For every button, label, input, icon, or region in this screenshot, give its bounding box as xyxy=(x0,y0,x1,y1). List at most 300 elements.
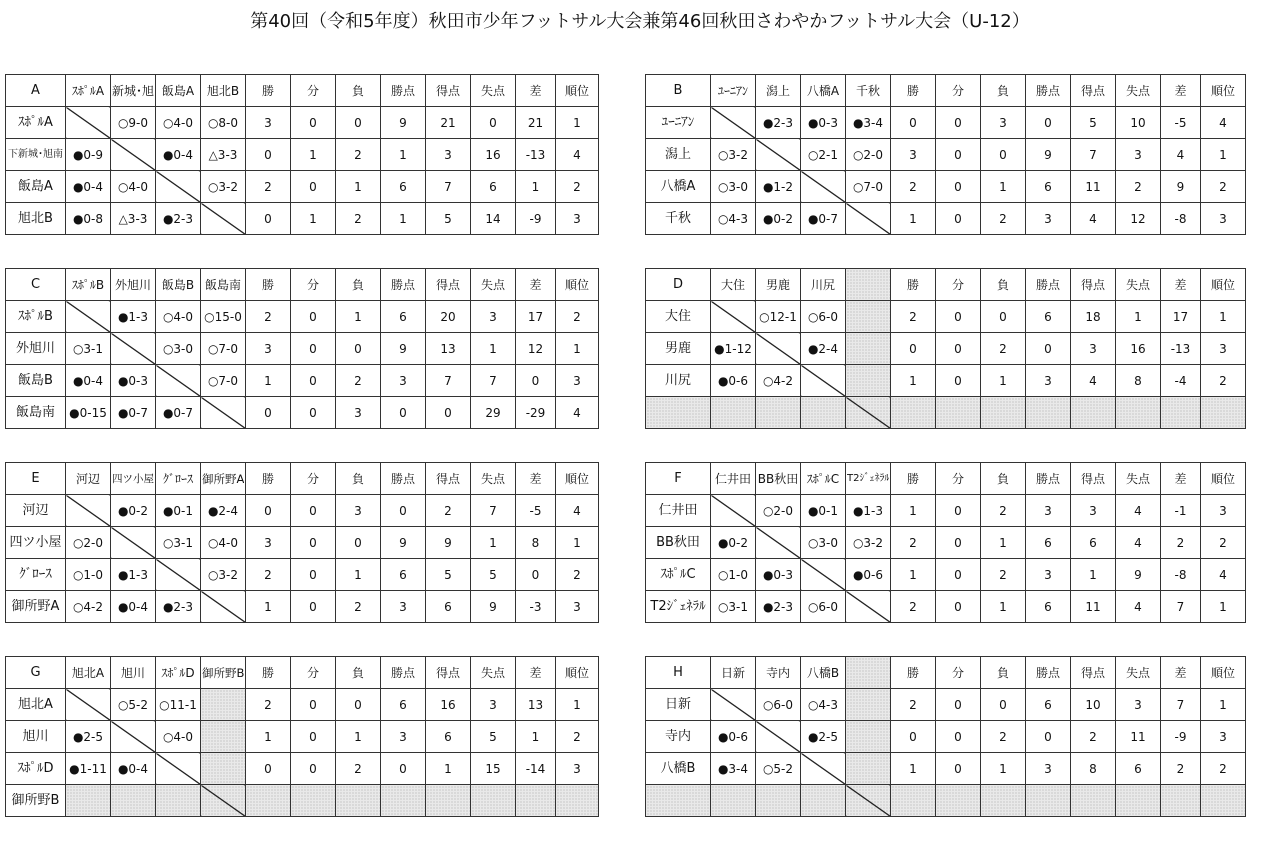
no-match-cell xyxy=(111,785,156,817)
team-row xyxy=(6,559,599,591)
stat-points-text: 6 xyxy=(1044,309,1052,324)
team-label-text: 大住 xyxy=(664,308,691,324)
no-match-cell xyxy=(846,365,891,397)
stat-header-losses xyxy=(336,657,381,689)
stat-header-points-text: 勝点 xyxy=(1035,665,1060,680)
stat-header-losses xyxy=(981,75,1026,107)
stat-goal-diff-text: 1 xyxy=(531,179,540,194)
stat-losses xyxy=(336,301,381,333)
stat-goals-against xyxy=(1116,753,1161,785)
stat-losses-text: 2 xyxy=(354,211,362,226)
stat-header-goals-against-text: 失点 xyxy=(1125,471,1150,486)
stat-goals-for xyxy=(1071,139,1116,171)
match-result xyxy=(156,527,201,559)
match-result xyxy=(801,721,846,753)
stat-header-points xyxy=(381,657,426,689)
stat-goal-diff-text: -3 xyxy=(529,599,542,614)
stat-losses xyxy=(336,171,381,203)
team-header xyxy=(711,657,756,689)
stat-points-text: 1 xyxy=(399,211,407,226)
header-row xyxy=(646,657,1246,689)
team-label-text: 旭北B xyxy=(18,210,53,226)
stat-header-wins xyxy=(891,463,936,495)
team-header-text: 飯島南 xyxy=(204,277,241,292)
team-label-text: ｽﾎﾟﾙD xyxy=(17,760,54,776)
team-label-text: ｽﾎﾟﾙC xyxy=(660,566,696,582)
stat-wins-text: 0 xyxy=(264,211,272,226)
match-result xyxy=(711,559,756,591)
team-label-text: 千秋 xyxy=(664,210,691,226)
match-result xyxy=(756,689,801,721)
group-name-text: E xyxy=(31,470,40,486)
match-result xyxy=(66,365,111,397)
team-header-text: 寺内 xyxy=(765,665,790,680)
stat-losses-text: 2 xyxy=(999,729,1007,744)
stat-wins-text: 2 xyxy=(264,309,272,324)
team-header-text: 千秋 xyxy=(855,83,880,98)
match-result xyxy=(111,107,156,139)
stat-header-goal-diff xyxy=(516,657,556,689)
stat-rank-text: 1 xyxy=(573,697,581,712)
team-label xyxy=(646,753,711,785)
self-match-cell xyxy=(801,365,846,397)
stat-goal-diff-text: 2 xyxy=(1176,535,1185,550)
stat-header-goal-diff xyxy=(1161,75,1201,107)
stat-goal-diff-text: -29 xyxy=(525,405,546,420)
no-match-cell xyxy=(201,753,246,785)
stat-draws-text: 1 xyxy=(309,211,317,226)
stat-goal-diff-text: -8 xyxy=(1174,567,1187,582)
team-row xyxy=(6,171,599,203)
team-label xyxy=(646,495,711,527)
match-result-text: △3-3 xyxy=(118,211,148,226)
stat-goals-for-text: 8 xyxy=(1089,761,1097,776)
group-name-text: H xyxy=(673,664,683,680)
match-result-text: ○3-0 xyxy=(162,341,194,356)
stat-goals-against-text: 1 xyxy=(489,535,497,550)
stat-points-text: 6 xyxy=(399,179,407,194)
stat-points xyxy=(381,721,426,753)
stat-wins xyxy=(891,559,936,591)
stat-goal-diff-text: 7 xyxy=(1176,697,1185,712)
self-match-cell xyxy=(711,689,756,721)
stat-points xyxy=(381,333,426,365)
stat-header-rank xyxy=(1201,75,1246,107)
self-match-cell xyxy=(756,333,801,365)
stat-empty xyxy=(1161,397,1201,429)
team-label-empty xyxy=(646,785,711,817)
team-label xyxy=(646,203,711,235)
stat-points-text: 6 xyxy=(1044,697,1052,712)
stat-points-text: 9 xyxy=(399,115,407,130)
match-result-text: ○1-0 xyxy=(717,567,749,582)
stat-header-losses xyxy=(981,657,1026,689)
stat-wins xyxy=(246,721,291,753)
stat-header-wins-text: 勝 xyxy=(261,83,274,98)
match-result xyxy=(111,301,156,333)
self-match-cell xyxy=(111,721,156,753)
stat-rank xyxy=(1201,171,1246,203)
stat-rank xyxy=(1201,139,1246,171)
stat-goals-for-text: 1 xyxy=(444,761,452,776)
stat-rank xyxy=(1201,301,1246,333)
team-label xyxy=(6,333,66,365)
team-header xyxy=(756,657,801,689)
header-row xyxy=(6,75,599,107)
stat-losses-text: 2 xyxy=(354,147,362,162)
stat-points xyxy=(381,591,426,623)
stat-goals-for xyxy=(1071,203,1116,235)
stat-losses-text: 1 xyxy=(354,567,362,582)
stat-header-points-text: 勝点 xyxy=(390,471,415,486)
stat-draws-text: 0 xyxy=(954,503,962,518)
team-label-text: 御所野A xyxy=(11,598,60,614)
stat-goals-against xyxy=(471,527,516,559)
stat-goals-for xyxy=(426,591,471,623)
stat-goals-against xyxy=(471,107,516,139)
stat-rank-text: 4 xyxy=(573,147,581,162)
stat-points-text: 6 xyxy=(1044,599,1052,614)
match-result-text: ○15-0 xyxy=(204,309,242,324)
match-result-text: ●2-4 xyxy=(807,341,839,356)
stat-wins-text: 1 xyxy=(264,373,272,388)
stat-points xyxy=(1026,365,1071,397)
stat-draws xyxy=(936,559,981,591)
stat-header-rank-text: 順位 xyxy=(564,83,589,98)
stat-draws xyxy=(936,495,981,527)
stat-goal-diff xyxy=(1161,107,1201,139)
stat-header-goal-diff-text: 差 xyxy=(1174,471,1187,486)
match-result-text: ○4-2 xyxy=(72,599,104,614)
stat-goals-for-text: 9 xyxy=(444,535,452,550)
stat-rank-text: 3 xyxy=(1219,211,1227,226)
match-result-text: ●2-5 xyxy=(72,729,104,744)
team-label-text: 飯島南 xyxy=(15,404,55,420)
stat-empty xyxy=(891,397,936,429)
stat-losses xyxy=(981,753,1026,785)
no-match-cell xyxy=(846,753,891,785)
match-result-text: ●2-3 xyxy=(162,599,194,614)
stat-rank-text: 3 xyxy=(573,761,581,776)
stat-wins-text: 0 xyxy=(909,115,917,130)
stat-goals-for-text: 1 xyxy=(1089,567,1097,582)
stat-header-losses xyxy=(981,269,1026,301)
stat-wins xyxy=(891,721,936,753)
stat-wins-text: 1 xyxy=(909,373,917,388)
stat-empty xyxy=(1201,397,1246,429)
team-header-text: ｽﾎﾟﾙC xyxy=(806,471,840,486)
match-result-text: ●1-3 xyxy=(117,309,149,324)
team-header-text: 旭北A xyxy=(71,665,105,680)
group-name-text: C xyxy=(30,276,41,292)
stat-goals-for xyxy=(1071,689,1116,721)
stat-header-draws xyxy=(936,269,981,301)
stat-wins xyxy=(246,753,291,785)
stat-header-rank-text: 順位 xyxy=(564,471,589,486)
group-table-c xyxy=(5,268,599,429)
stat-losses xyxy=(336,397,381,429)
stat-header-goals-against-text: 失点 xyxy=(480,277,505,292)
stat-goal-diff-text: 17 xyxy=(1172,309,1189,324)
stat-rank xyxy=(1201,495,1246,527)
stat-losses-text: 0 xyxy=(999,309,1007,324)
stat-goals-for xyxy=(426,527,471,559)
match-result-text: ●0-4 xyxy=(117,599,149,614)
stat-header-draws xyxy=(291,269,336,301)
stat-points xyxy=(1026,753,1071,785)
stat-goals-against xyxy=(471,203,516,235)
stat-goals-for xyxy=(1071,559,1116,591)
match-result xyxy=(801,689,846,721)
stat-goals-for xyxy=(426,139,471,171)
stat-goal-diff-text: 9 xyxy=(1176,179,1185,194)
stat-goal-diff-text: 17 xyxy=(527,309,544,324)
stat-rank xyxy=(556,171,599,203)
group-table-b xyxy=(645,74,1246,235)
stat-empty xyxy=(426,785,471,817)
stat-rank-text: 2 xyxy=(1219,373,1227,388)
stat-header-goals-against xyxy=(1116,75,1161,107)
stat-header-goal-diff xyxy=(1161,657,1201,689)
group-name xyxy=(6,463,66,495)
self-match-cell xyxy=(846,203,891,235)
stat-header-points-text: 勝点 xyxy=(390,277,415,292)
team-header-text: 外旭川 xyxy=(114,277,151,292)
no-match-cell xyxy=(801,785,846,817)
stat-goals-for-text: 11 xyxy=(1085,179,1101,194)
stat-empty xyxy=(516,785,556,817)
stat-goals-against-text: 29 xyxy=(485,405,501,420)
stat-header-wins xyxy=(246,463,291,495)
team-row xyxy=(646,785,1246,817)
stat-header-goals-for xyxy=(426,269,471,301)
stat-rank-text: 2 xyxy=(573,567,581,582)
team-header xyxy=(111,657,156,689)
match-result xyxy=(66,171,111,203)
stat-rank xyxy=(556,301,599,333)
stat-points-text: 3 xyxy=(1044,761,1052,776)
match-result xyxy=(156,495,201,527)
match-result-text: ○4-0 xyxy=(162,115,194,130)
stat-goals-for-text: 18 xyxy=(1085,309,1101,324)
stat-losses-text: 1 xyxy=(354,179,362,194)
stat-header-draws-text: 分 xyxy=(306,83,319,98)
match-result-text: ○3-0 xyxy=(807,535,839,550)
stat-points xyxy=(1026,171,1071,203)
stat-header-goal-diff xyxy=(516,269,556,301)
stat-goals-for xyxy=(1071,753,1116,785)
stat-goal-diff xyxy=(516,203,556,235)
stat-rank-text: 3 xyxy=(1219,729,1227,744)
stat-draws-text: 0 xyxy=(309,599,317,614)
stat-header-draws-text: 分 xyxy=(951,83,964,98)
match-result xyxy=(156,721,201,753)
stat-rank-text: 4 xyxy=(1219,567,1227,582)
match-result-text: ●0-8 xyxy=(72,211,104,226)
stat-goals-against-text: 4 xyxy=(1134,535,1142,550)
stat-losses-text: 2 xyxy=(999,341,1007,356)
stat-header-draws xyxy=(936,657,981,689)
stat-goals-against-text: 5 xyxy=(489,567,497,582)
stat-losses xyxy=(336,721,381,753)
stat-draws-text: 0 xyxy=(954,567,962,582)
stat-wins xyxy=(246,527,291,559)
self-match-cell xyxy=(156,171,201,203)
stat-rank-text: 1 xyxy=(1219,599,1227,614)
stat-goals-against-text: 9 xyxy=(489,599,497,614)
match-result-text: ○6-0 xyxy=(807,309,839,324)
stat-losses xyxy=(981,333,1026,365)
stat-draws-text: 0 xyxy=(954,147,962,162)
team-label xyxy=(646,721,711,753)
match-result xyxy=(66,397,111,429)
team-row xyxy=(646,365,1246,397)
stat-points xyxy=(1026,139,1071,171)
stat-goal-diff xyxy=(516,301,556,333)
stat-losses xyxy=(981,139,1026,171)
stat-draws-text: 0 xyxy=(954,211,962,226)
stat-wins xyxy=(246,397,291,429)
stat-empty xyxy=(1201,785,1246,817)
self-match-cell xyxy=(756,721,801,753)
team-label xyxy=(646,591,711,623)
stat-header-goals-against xyxy=(471,463,516,495)
stat-goals-for xyxy=(426,397,471,429)
match-result xyxy=(111,365,156,397)
self-match-cell xyxy=(711,301,756,333)
match-result-text: ○4-0 xyxy=(162,309,194,324)
stat-wins xyxy=(246,107,291,139)
stat-header-points xyxy=(1026,269,1071,301)
match-result-text: ●1-3 xyxy=(852,503,884,518)
stat-goal-diff xyxy=(516,527,556,559)
self-match-cell xyxy=(846,591,891,623)
stat-header-wins-text: 勝 xyxy=(906,83,919,98)
stat-points xyxy=(381,689,426,721)
match-result-text: ○4-3 xyxy=(717,211,749,226)
stat-rank xyxy=(556,721,599,753)
stat-draws-text: 0 xyxy=(309,503,317,518)
stat-losses xyxy=(336,495,381,527)
stat-points xyxy=(381,365,426,397)
group-table-f xyxy=(645,462,1246,623)
stat-goals-for-text: 6 xyxy=(1089,535,1097,550)
stat-wins-text: 1 xyxy=(909,211,917,226)
match-result xyxy=(66,591,111,623)
match-result xyxy=(111,203,156,235)
match-result xyxy=(66,753,111,785)
team-label xyxy=(6,785,66,817)
team-row xyxy=(6,301,599,333)
stat-header-draws xyxy=(291,75,336,107)
stat-wins-text: 2 xyxy=(264,179,272,194)
stat-header-losses xyxy=(981,463,1026,495)
stat-goal-diff-text: -5 xyxy=(529,503,542,518)
stat-wins xyxy=(246,171,291,203)
match-result-text: ●3-4 xyxy=(852,115,884,130)
team-row xyxy=(646,753,1246,785)
stat-goals-against-text: 9 xyxy=(1134,567,1142,582)
match-result-text: ●0-3 xyxy=(762,567,794,582)
stat-header-goals-for xyxy=(426,463,471,495)
team-header-text: 旭川 xyxy=(120,665,145,680)
team-row xyxy=(6,785,599,817)
stat-header-points-text: 勝点 xyxy=(390,83,415,98)
team-header-text: ｸﾞﾛｰｽ xyxy=(162,471,193,486)
stat-goal-diff xyxy=(1161,591,1201,623)
stat-goals-against-text: 4 xyxy=(1134,503,1142,518)
stat-rank xyxy=(556,365,599,397)
no-match-cell xyxy=(201,689,246,721)
match-result xyxy=(756,171,801,203)
stat-rank-text: 3 xyxy=(573,599,581,614)
stat-draws xyxy=(291,107,336,139)
stat-header-points xyxy=(381,463,426,495)
team-label xyxy=(646,171,711,203)
match-result xyxy=(111,495,156,527)
stat-header-goals-for xyxy=(426,75,471,107)
stat-empty xyxy=(471,785,516,817)
stat-wins-text: 0 xyxy=(264,147,272,162)
match-result-text: ●0-2 xyxy=(117,503,149,518)
team-label-empty xyxy=(646,397,711,429)
match-result-text: ●0-9 xyxy=(72,147,104,162)
self-match-cell xyxy=(66,495,111,527)
stat-header-goals-for-text: 得点 xyxy=(435,665,460,680)
match-result-text: ○3-1 xyxy=(717,599,749,614)
team-header xyxy=(156,269,201,301)
team-header-text: 御所野A xyxy=(202,471,244,486)
stat-header-losses-text: 負 xyxy=(996,665,1009,680)
stat-losses-text: 3 xyxy=(999,115,1007,130)
stat-goals-against xyxy=(471,591,516,623)
team-header-text: 河辺 xyxy=(75,471,100,486)
group-name-text: A xyxy=(31,82,40,98)
stat-losses xyxy=(981,107,1026,139)
stat-losses xyxy=(981,171,1026,203)
match-result-text: ●2-4 xyxy=(207,503,239,518)
stat-header-wins xyxy=(246,657,291,689)
stat-goal-diff xyxy=(1161,495,1201,527)
match-result xyxy=(156,689,201,721)
team-header xyxy=(801,463,846,495)
match-result-text: ●1-11 xyxy=(69,761,107,776)
stat-empty xyxy=(1026,785,1071,817)
team-header xyxy=(201,463,246,495)
group-name xyxy=(646,75,711,107)
stat-goals-against xyxy=(1116,301,1161,333)
stat-header-losses-text: 負 xyxy=(351,471,364,486)
stat-goals-against xyxy=(1116,365,1161,397)
stat-points xyxy=(381,559,426,591)
stat-goal-diff xyxy=(516,139,556,171)
stat-goals-against-text: 6 xyxy=(1134,761,1142,776)
stat-goal-diff-text: -1 xyxy=(1174,503,1187,518)
team-label xyxy=(6,139,66,171)
stat-points-text: 0 xyxy=(1044,115,1052,130)
self-match-cell xyxy=(201,785,246,817)
stat-draws-text: 0 xyxy=(954,115,962,130)
self-match-cell xyxy=(156,559,201,591)
stat-goals-against xyxy=(1116,527,1161,559)
match-result-text: ●0-15 xyxy=(69,405,107,420)
stat-goals-against-text: 10 xyxy=(1130,115,1146,130)
match-result-text: ○4-3 xyxy=(807,697,839,712)
team-header xyxy=(201,269,246,301)
team-label-text: 御所野B xyxy=(11,792,60,808)
stat-rank xyxy=(556,107,599,139)
stat-header-goals-for-text: 得点 xyxy=(1080,83,1105,98)
